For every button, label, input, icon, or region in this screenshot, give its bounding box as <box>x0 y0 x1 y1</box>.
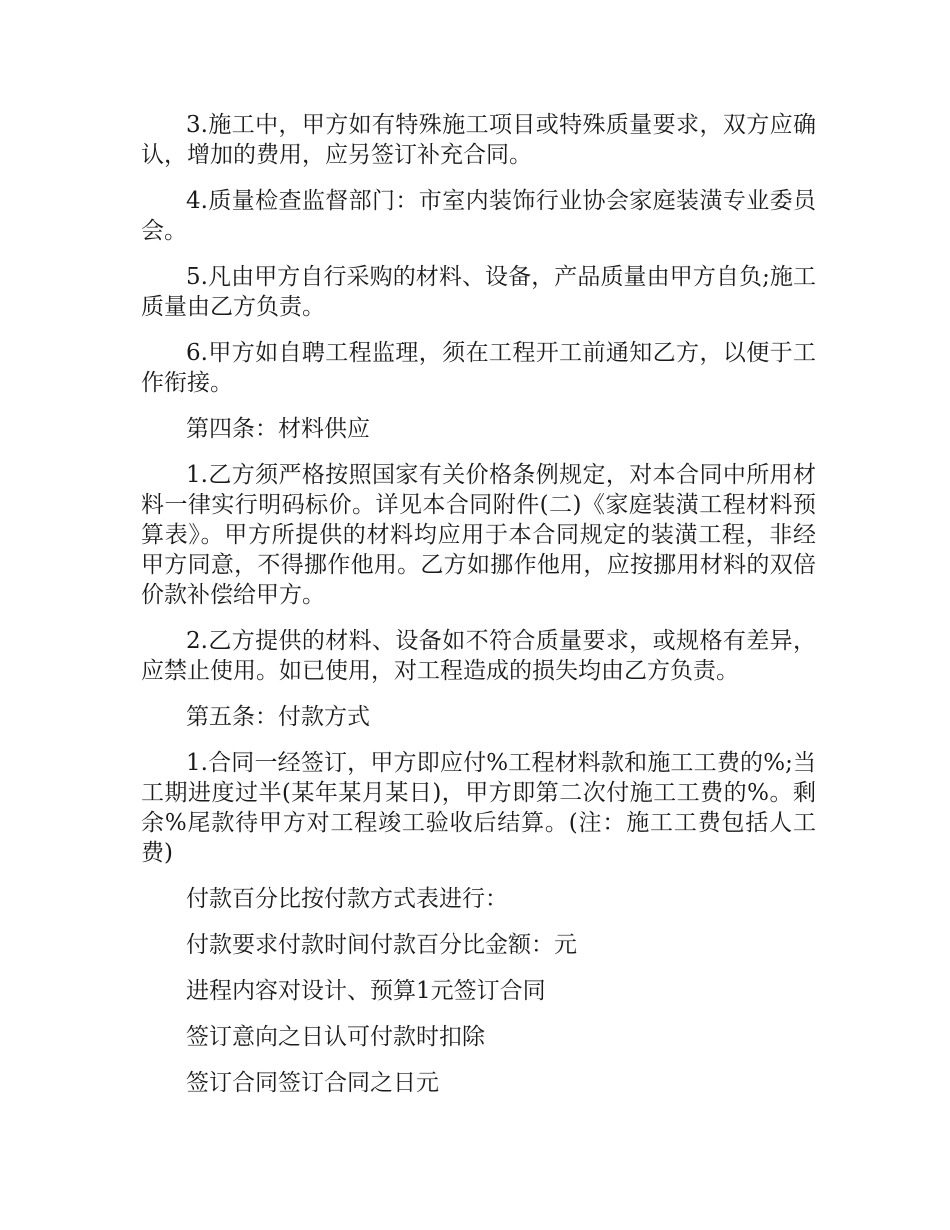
paragraph-clause-3-4: 4.质量检查监督部门：市室内装饰行业协会家庭装潢专业委员会。 <box>141 188 816 244</box>
section-heading-article-4: 第四条：材料供应 <box>186 416 370 442</box>
paragraph-payment-table-row-1: 进程内容对设计、预算1元签订合同 <box>186 978 546 1004</box>
paragraph-clause-3-5: 5.凡由甲方自行采购的材料、设备，产品质量由甲方自负;施工质量由乙方负责。 <box>141 264 816 320</box>
paragraph-clause-3-6: 6.甲方如自聘工程监理，须在工程开工前通知乙方，以便于工作衔接。 <box>141 340 816 396</box>
paragraph-payment-table-header: 付款要求付款时间付款百分比金额：元 <box>186 932 577 958</box>
paragraph-payment-table-intro: 付款百分比按付款方式表进行： <box>186 886 508 912</box>
section-heading-article-5: 第五条：付款方式 <box>186 704 370 730</box>
paragraph-payment-table-row-3: 签订合同签订合同之日元 <box>186 1070 439 1096</box>
paragraph-clause-4-2: 2.乙方提供的材料、设备如不符合质量要求，或规格有差异，应禁止使用。如已使用，对工程造成的损失均由乙方负责。 <box>141 628 816 684</box>
paragraph-clause-3-3: 3.施工中，甲方如有特殊施工项目或特殊质量要求，双方应确认，增加的费用，应另签订补充合同。 <box>141 112 816 168</box>
paragraph-clause-4-1: 1.乙方须严格按照国家有关价格条例规定，对本合同中所用材料一律实行明码标价。详见本合同附件(二)《家庭装潢工程材料预算表》。甲方所提供的材料均应用于本合同规定的装潢工程，非经甲方同意，不得挪作他用。乙方如挪作他用，应按挪用材料的双倍价款补偿给甲方。 <box>141 462 816 608</box>
document-body <box>141 110 816 1114</box>
paragraph-payment-table-row-2: 签订意向之日认可付款时扣除 <box>186 1024 485 1050</box>
paragraph-clause-5-1: 1.合同一经签订，甲方即应付%工程材料款和施工工费的%;当工期进度过半(某年某月某日)，甲方即第二次付施工工费的%。剩余%尾款待甲方对工程竣工验收后结算。(注：施工工费包括人工费) <box>141 750 816 866</box>
